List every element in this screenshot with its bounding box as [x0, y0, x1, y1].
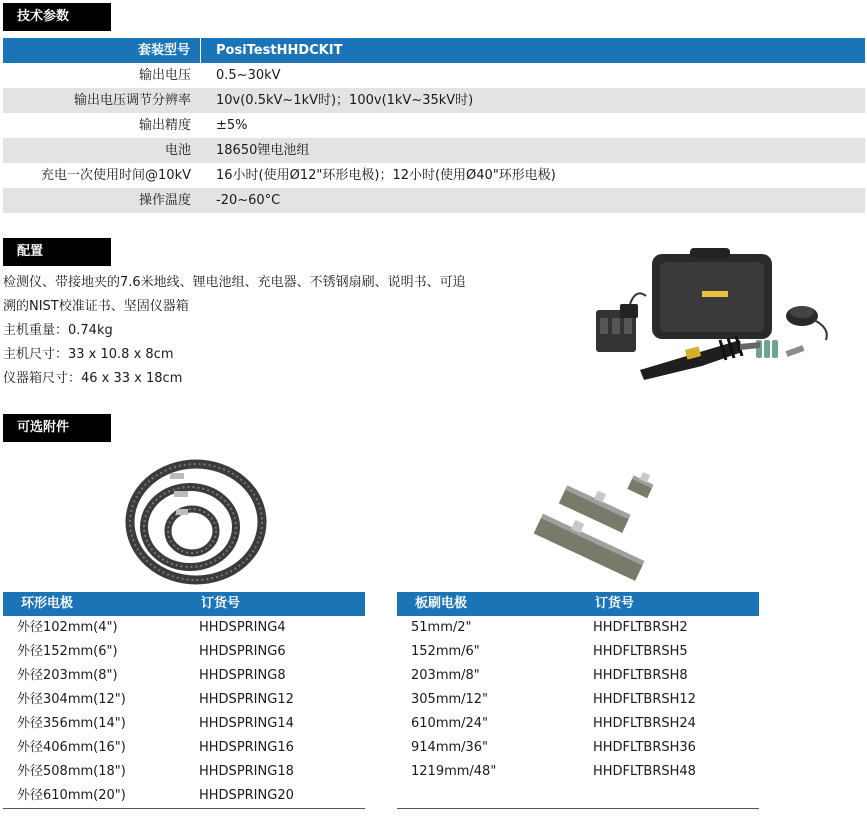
brush-electrode-image	[520, 448, 670, 583]
spec-label: 输出电压	[138, 68, 191, 83]
table-row	[3, 736, 365, 760]
ring-part-number: HHDSPRING16	[199, 740, 294, 755]
ring-size: 外径610mm(20")	[17, 788, 126, 803]
brush-size: 51mm/2"	[411, 620, 472, 635]
spec-value: 0.5~30kV	[216, 68, 281, 83]
section-title-optional-accessories: 可选附件	[3, 414, 111, 442]
brush-part-number: HHDFLTBRSH36	[593, 740, 696, 755]
brush-col-size-header: 板刷电极	[415, 596, 468, 611]
ring-col-part-header: 订货号	[201, 596, 241, 611]
ring-part-number: HHDSPRING18	[199, 764, 294, 779]
table-row	[397, 664, 759, 688]
table-row	[3, 784, 365, 808]
ring-part-number: HHDSPRING12	[199, 692, 294, 707]
table-row	[3, 616, 365, 640]
brush-part-number: HHDFLTBRSH48	[593, 764, 696, 779]
ring-part-number: HHDSPRING4	[199, 620, 286, 635]
ring-size: 外径406mm(16")	[17, 740, 126, 755]
brush-part-number: HHDFLTBRSH5	[593, 644, 688, 659]
ring-part-number: HHDSPRING14	[199, 716, 294, 731]
spec-label: 操作温度	[138, 193, 191, 208]
table-row	[3, 688, 365, 712]
ring-part-number: HHDSPRING8	[199, 668, 286, 683]
brush-col-part-header: 订货号	[595, 596, 635, 611]
brush-size: 203mm/8"	[411, 668, 480, 683]
table-row	[397, 712, 759, 736]
kit-product-image	[590, 248, 840, 388]
spec-value: -20~60°C	[216, 193, 281, 208]
brush-part-number: HHDFLTBRSH8	[593, 668, 688, 683]
ring-size: 外径356mm(14")	[17, 716, 126, 731]
ring-electrode-table	[3, 616, 365, 808]
section-title-tech-params: 技术参数	[3, 3, 111, 31]
brush-part-number: HHDFLTBRSH2	[593, 620, 688, 635]
ring-part-number: HHDSPRING20	[199, 788, 294, 803]
spec-header-value: PosiTestHHDCKIT	[216, 43, 343, 58]
table-row	[397, 736, 759, 760]
brush-size: 610mm/24"	[411, 716, 489, 731]
ring-size: 外径102mm(4")	[17, 620, 118, 635]
brush-part-number: HHDFLTBRSH24	[593, 716, 696, 731]
brush-electrode-table-header	[397, 592, 759, 616]
ring-part-number: HHDSPRING6	[199, 644, 286, 659]
spec-row	[3, 188, 865, 213]
spec-row	[3, 113, 865, 138]
table-row	[397, 640, 759, 664]
spec-label: 输出电压调节分辨率	[73, 93, 191, 108]
config-text	[3, 271, 543, 391]
table-row	[3, 760, 365, 784]
table-row	[397, 616, 759, 640]
brush-table-bottom-rule	[397, 808, 759, 809]
spec-header-label: 套装型号	[3, 38, 201, 63]
spec-table-header	[3, 38, 865, 63]
brush-size: 152mm/6"	[411, 644, 480, 659]
ring-size: 外径508mm(18")	[17, 764, 126, 779]
ring-size: 外径304mm(12")	[17, 692, 126, 707]
brush-size: 1219mm/48"	[411, 764, 497, 779]
config-case-size: 仪器箱尺寸：46 x 33 x 18cm	[3, 371, 183, 386]
brush-size: 914mm/36"	[411, 740, 489, 755]
table-row	[3, 712, 365, 736]
table-row	[397, 688, 759, 712]
ring-size: 外径152mm(6")	[17, 644, 118, 659]
spec-row	[3, 88, 865, 113]
config-weight: 主机重量：0.74kg	[3, 323, 113, 338]
section-title-config: 配置	[3, 238, 111, 266]
spec-label: 输出精度	[138, 118, 191, 133]
ring-col-size-header: 环形电极	[21, 596, 74, 611]
ring-electrode-table-header	[3, 592, 365, 616]
spec-row	[3, 63, 865, 88]
ring-table-bottom-rule	[3, 808, 365, 809]
spec-value: 18650锂电池组	[216, 143, 310, 158]
spec-row	[3, 163, 865, 188]
spec-value: 10v(0.5kV~1kV时)；100v(1kV~35kV时)	[216, 93, 474, 108]
table-row	[3, 640, 365, 664]
spec-row	[3, 138, 865, 163]
brush-size: 305mm/12"	[411, 692, 489, 707]
ring-size: 外径203mm(8")	[17, 668, 118, 683]
spec-label: 电池	[164, 143, 191, 158]
spec-table	[3, 38, 865, 213]
ring-electrode-image	[118, 455, 268, 585]
table-row	[397, 760, 759, 784]
spec-value: 16小时(使用Ø12"环形电极)；12小时(使用Ø40"环形电极)	[216, 168, 556, 183]
table-row	[3, 664, 365, 688]
spec-label: 充电一次使用时间@10kV	[41, 168, 191, 183]
config-contents-line1: 检测仪、带接地夹的7.6米地线、锂电池组、充电器、不锈钢扇刷、说明书、可追	[3, 275, 466, 290]
brush-part-number: HHDFLTBRSH12	[593, 692, 696, 707]
config-size: 主机尺寸：33 x 10.8 x 8cm	[3, 347, 174, 362]
config-contents-line2: 溯的NIST校准证书、坚固仪器箱	[3, 299, 189, 314]
spec-value: ±5%	[216, 118, 248, 133]
brush-electrode-table	[397, 616, 759, 784]
